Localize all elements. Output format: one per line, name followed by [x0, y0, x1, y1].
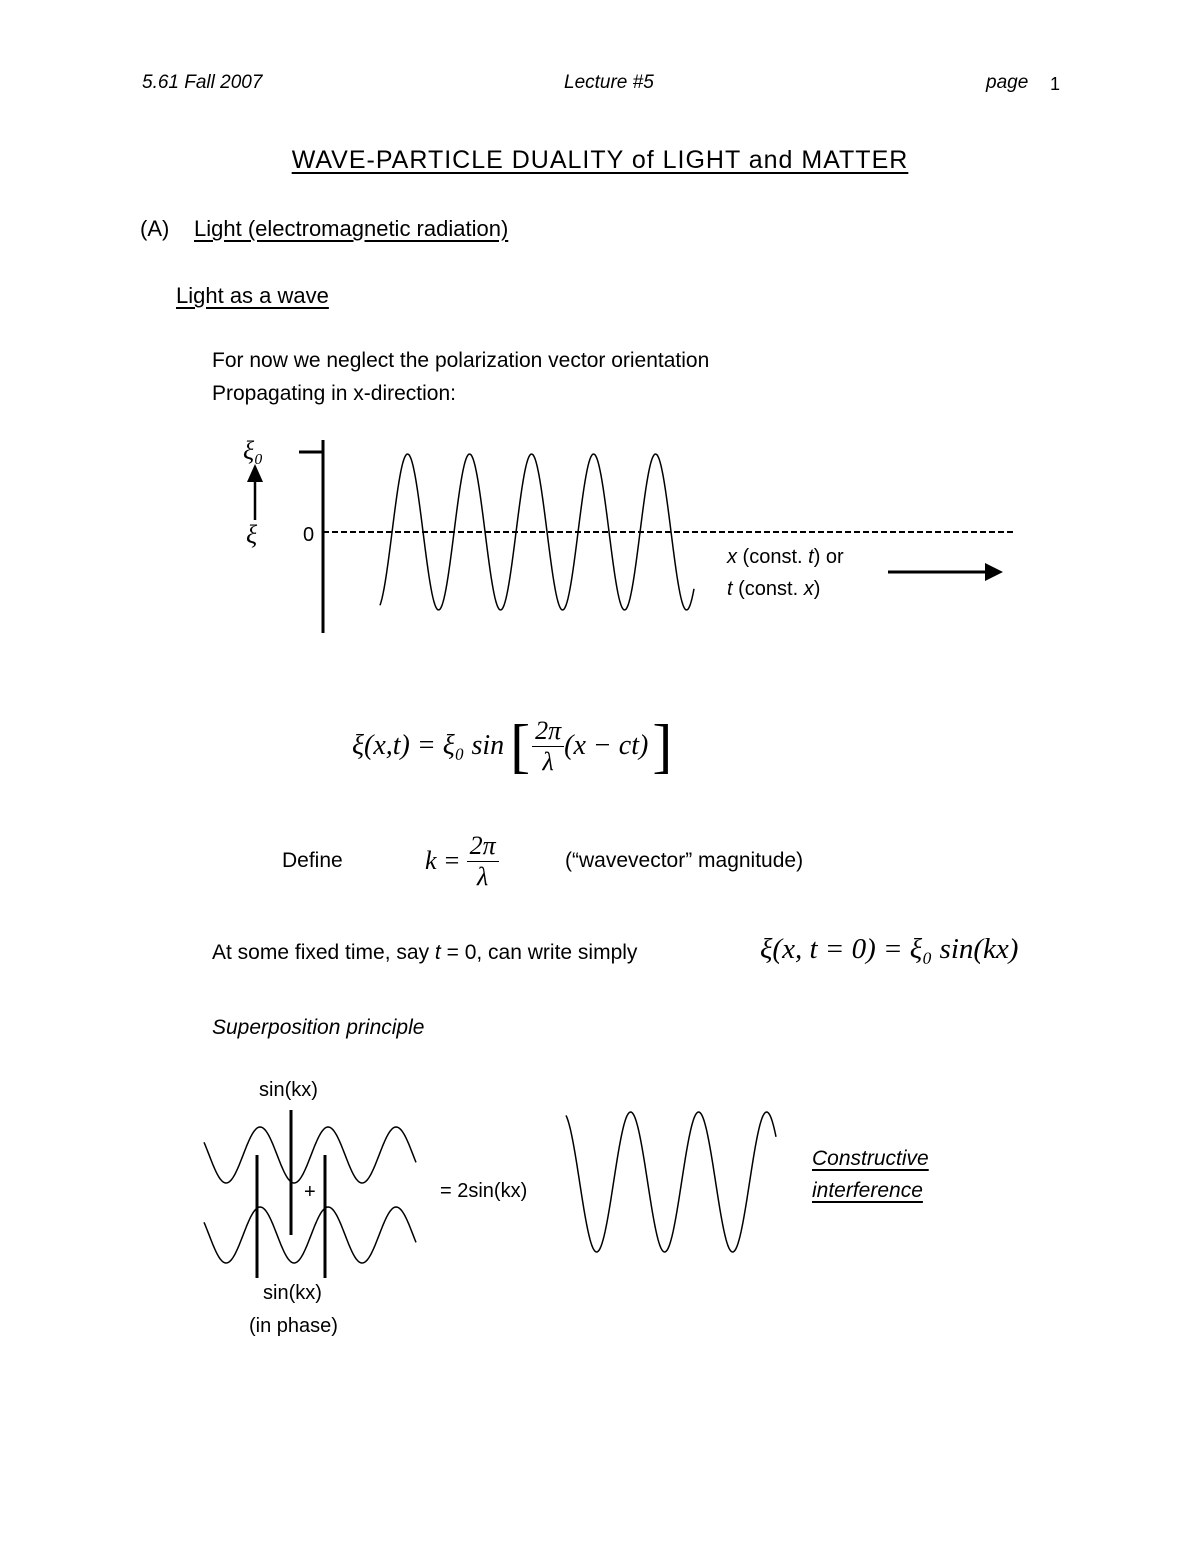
- resultant-label: = 2sin(kx): [440, 1180, 528, 1202]
- fixed-time-text-b: = 0, can write simply: [440, 941, 638, 964]
- x-var: x: [727, 546, 737, 568]
- in-phase-note: (in phase): [249, 1315, 338, 1337]
- t-var: t: [434, 941, 441, 964]
- y-top-label: ξ₀: [243, 436, 264, 465]
- t-var: t: [727, 578, 733, 600]
- fixed-time-text-a: At some fixed time, say: [212, 941, 435, 964]
- header-page-number: 1: [1050, 74, 1061, 94]
- x-axis-label-line-2: [727, 578, 820, 601]
- zero-label: 0: [303, 524, 315, 546]
- xi-arrow-head: [247, 464, 263, 482]
- intro-line-1: For now we neglect the polarization vector orientation: [212, 349, 710, 372]
- caption-constructive: Constructive: [812, 1147, 929, 1170]
- header-course: 5.61 Fall 2007: [142, 72, 263, 93]
- const-text: (const.: [732, 578, 804, 600]
- plus-sign: +: [304, 1181, 316, 1203]
- main-equation: [352, 708, 672, 784]
- header-lecture: Lecture #5: [564, 72, 654, 93]
- superposition-wave-bottom: [204, 1207, 416, 1263]
- const-text: (const.: [737, 546, 809, 568]
- resultant-wave: [566, 1112, 776, 1252]
- t-var: t: [808, 546, 814, 568]
- intro-line-2: Propagating in x-direction:: [212, 382, 456, 405]
- superposition-wave-top: [204, 1127, 416, 1183]
- equation-rhs: (x − ct): [564, 730, 649, 761]
- k-denominator: λ: [476, 861, 489, 891]
- subsection-heading: Light as a wave: [176, 283, 329, 308]
- k-fraction: [467, 831, 499, 892]
- fixed-time-equation: ξ(x, t = 0) = ξ₀ sin(kx): [760, 933, 1019, 965]
- header-page-label: page: [986, 72, 1029, 93]
- page-title: WAVE-PARTICLE DUALITY of LIGHT and MATTER: [291, 146, 909, 174]
- bracket-open: [: [510, 713, 531, 779]
- y-mid-label: ξ: [246, 520, 258, 549]
- superposition-bottom-label: sin(kx): [263, 1282, 322, 1304]
- section-a-heading: Light (electromagnetic radiation): [194, 216, 509, 241]
- superposition-heading: Superposition principle: [212, 1016, 425, 1039]
- equation-lhs: ξ(x,t) = ξ₀ sin: [352, 730, 505, 761]
- x-axis-label-line-1: [727, 546, 844, 569]
- close-paren: ): [813, 578, 821, 600]
- fraction-numerator: 2π: [532, 716, 564, 747]
- section-a-marker: (A): [140, 216, 170, 241]
- fixed-time-text: [212, 941, 637, 965]
- caption-interference: interference: [812, 1179, 923, 1202]
- x-arrow-head: [985, 563, 1003, 581]
- superposition-top-label: sin(kx): [259, 1079, 318, 1101]
- x-var: x: [803, 578, 814, 600]
- k-definition: [425, 830, 499, 892]
- k-numerator: 2π: [467, 831, 499, 862]
- or-text: ) or: [813, 546, 844, 568]
- bracket-close: ]: [652, 713, 673, 779]
- k-lhs: k =: [425, 846, 461, 875]
- wavevector-note: (“wavevector” magnitude): [565, 849, 804, 872]
- define-label: Define: [282, 849, 343, 872]
- fraction-denominator: λ: [542, 746, 554, 776]
- equation-fraction: [532, 716, 564, 777]
